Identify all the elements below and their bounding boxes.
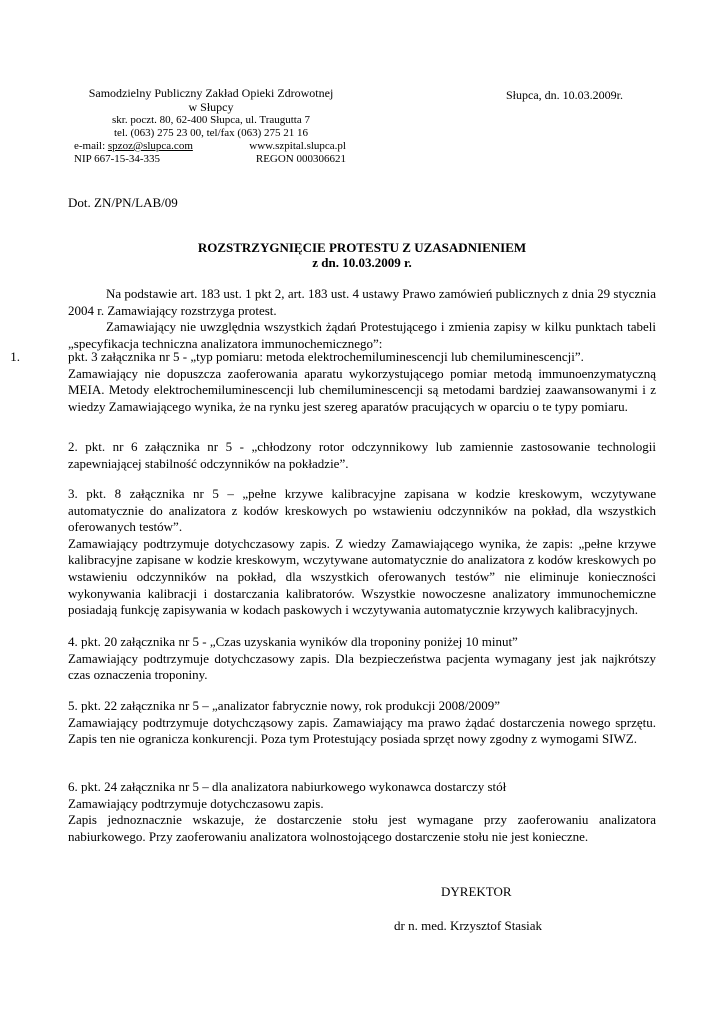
intro xyxy=(68,286,656,352)
item-2-heading: 2. pkt. nr 6 załącznika nr 5 - „chłodzony rotor odczynnikowy lub zamiennie zastosowanie technologii zapewniającej stabilność odczynników na pokładzie”. xyxy=(68,439,656,471)
item-6 xyxy=(68,779,656,845)
intro-paragraph-2: Zamawiający nie uwzględnia wszystkich żądań Protestującego i zmienia zapisy w kilku punktach tabeli „specyfikacja techniczna analizatora immunochemicznego”: xyxy=(68,319,656,351)
item-6-response: Zamawiający podtrzymuje dotychczasowu zapis. xyxy=(68,795,324,811)
title-line-1: ROZSTRZYGNIĘCIE PROTESTU Z UZASADNIENIEM xyxy=(197,240,527,255)
item-1-response: Zamawiający nie dopuszcza zaoferowania aparatu wykorzystującego pomiar metodą immunoenzymatyczną MEIA. Metody elektrochemiluminescencji lub chemiluminescencji są metodami bardziej zaawansowanymi i z wiedzy Zamawiającego wynika, że na rynku jest szereg aparatów pracujących w oparciu o te typy pomiaru. xyxy=(68,365,656,414)
item-4 xyxy=(68,634,656,684)
item-5-heading: 5. pkt. 22 załącznika nr 5 – „analizator fabrycznie nowy, rok produkcji 2008/2009” xyxy=(68,698,500,713)
org-city: w Słupcy xyxy=(188,100,234,114)
item-3 xyxy=(68,486,656,619)
signature-role: DYREKTOR xyxy=(441,884,512,899)
email-label: e-mail: xyxy=(74,140,106,152)
website: www.szpital.slupca.pl xyxy=(249,140,346,152)
document-title xyxy=(0,240,724,270)
place-date: Słupca, dn. 10.03.2009r. xyxy=(506,88,623,102)
org-name: Samodzielny Publiczny Zakład Opieki Zdrowotnej xyxy=(88,86,334,100)
item-1-heading: pkt. 3 załącznika nr 5 - „typ pomiaru: metoda elektrochemiluminescencji lub chemiluminescencji”. xyxy=(68,349,584,364)
item-4-heading: 4. pkt. 20 załącznika nr 5 - „Czas uzyskania wyników dla troponiny poniżej 10 minut” xyxy=(68,634,518,649)
item-3-response: Zamawiający podtrzymuje dotychczasowy zapis. Z wiedzy Zamawiającego wynika, że zapis: „pełne krzywe kalibracyjne zapisane w kodzie kreskowym, wczytywane automatycznie do analizatora z kodów kreskowych po wstawieniu odczynników na pokład, dla wszystkich oferowanych testów” nie eliminuje konieczności wykonywania kalibracji i dostarczania kalibratorów. Wszystkie nowoczesne analizatory immunochemiczne posiadają funkcję zapisywania w kodach paskowych i wczytywania automatycznie krzywych kalibracyjnych. xyxy=(68,535,656,618)
reference: Dot. ZN/PN/LAB/09 xyxy=(68,195,178,210)
item-4-response: Zamawiający podtrzymuje dotychczasowy zapis. Dla bezpieczeństwa pacjenta wymagany jest jak najkrótszy czas oznaczenia troponiny. xyxy=(68,650,656,683)
nip: NIP 667-15-34-335 xyxy=(74,153,161,165)
contact-row xyxy=(66,140,356,153)
org-address: skr. poczt. 80, 62-400 Słupca, ul. Traugutta 7 xyxy=(112,114,310,126)
item-1-heading-row xyxy=(10,349,656,366)
item-2 xyxy=(68,439,656,472)
item-5 xyxy=(68,698,656,748)
item-6-heading: 6. pkt. 24 załącznika nr 5 – dla analizatora nabiurkowego wykonawca dostarczy stół xyxy=(68,779,507,794)
email-link[interactable]: spzoz@slupca.com xyxy=(107,140,193,152)
email-block xyxy=(74,140,193,153)
title-line-2: z dn. 10.03.2009 r. xyxy=(312,255,412,270)
regon: REGON 000306621 xyxy=(255,153,346,165)
item-1-number: 1. xyxy=(10,349,20,364)
ids-row xyxy=(66,153,356,166)
letterhead xyxy=(66,86,356,166)
item-1 xyxy=(10,349,656,415)
item-6-response-2: Zapis jednoznacznie wskazuje, że dostarczenie stołu jest wymagane przy zaoferowaniu analizatora nabiurkowego. Przy zaoferowaniu analizatora wolnostojącego dostarczenie stołu nie jest konieczne. xyxy=(68,812,656,844)
item-5-response: Zamawiający podtrzymuje dotychcząsowy zapis. Zamawiający ma prawo żądać dostarczenia nowego sprzętu. Zapis ten nie ogranicza konkurencji. Poza tym Protestujący posiada sprzęt nowy zgodny z wymogami SIWZ. xyxy=(68,714,656,747)
signature-name: dr n. med. Krzysztof Stasiak xyxy=(394,918,543,933)
intro-paragraph-1: Na podstawie art. 183 ust. 1 pkt 2, art. 183 ust. 4 ustawy Prawo zamówień publicznych z dnia 29 stycznia 2004 r. Zamawiający rozstrzyga protest. xyxy=(68,286,656,318)
item-3-heading: 3. pkt. 8 załącznika nr 5 – „pełne krzywe kalibracyjne zapisana w kodzie kreskowym, wczytywane automatycznie do analizatora z kodów kreskowych po wstawieniu odczynników na pokład, dla wszystkich oferowanych testów”. xyxy=(68,486,656,535)
org-phone: tel. (063) 275 23 00, tel/fax (063) 275 21 16 xyxy=(114,127,308,139)
